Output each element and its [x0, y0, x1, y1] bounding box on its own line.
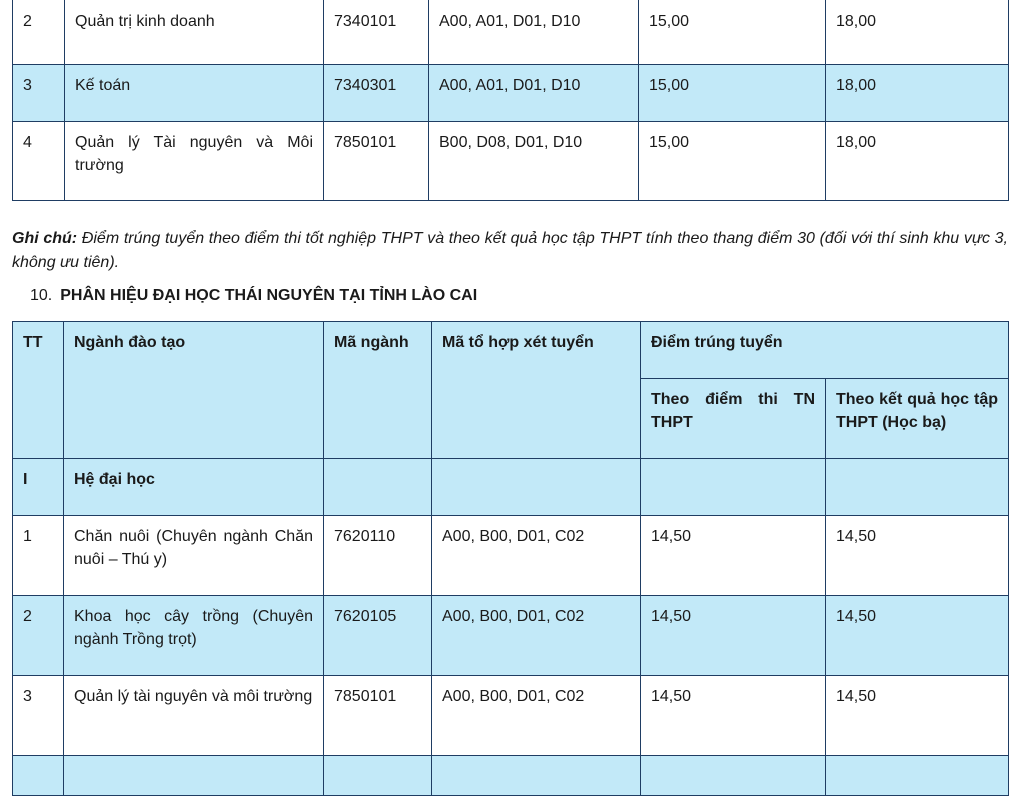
- score-transcript: 18,00: [826, 122, 1009, 201]
- subject-combination: B00, D08, D01, D10: [429, 122, 639, 201]
- score-exam: 15,00: [639, 122, 826, 201]
- row-number: 2: [13, 0, 65, 65]
- major-name: Khoa học cây trồng (Chuyên ngành Trồng trọt): [64, 596, 324, 676]
- subject-combination: A00, A01, D01, D10: [429, 0, 639, 65]
- empty-cell: [64, 756, 324, 796]
- section-number: 10.: [30, 287, 53, 304]
- subject-combination: A00, B00, D01, C02: [432, 516, 641, 596]
- major-name: Kế toán: [65, 65, 324, 122]
- major-code: 7620105: [324, 596, 432, 676]
- score-transcript: 18,00: [826, 65, 1009, 122]
- header-tt: TT: [13, 322, 64, 459]
- score-transcript: 14,50: [826, 596, 1009, 676]
- row-number: 2: [13, 596, 64, 676]
- table-row: [13, 516, 1009, 596]
- admission-table-previous: [12, 0, 1009, 201]
- header-code: Mã ngành: [324, 322, 432, 459]
- empty-cell: [826, 756, 1009, 796]
- table-row: [13, 596, 1009, 676]
- header-score: Điểm trúng tuyển: [641, 322, 1009, 379]
- footnote-text: Điểm trúng tuyển theo điểm thi tốt nghiệp THPT và theo kết quả học tập THPT tính theo thang điểm 30 (đối với thí sinh khu vực 3, không ưu tiên).: [12, 230, 1008, 271]
- table-row: [13, 676, 1009, 756]
- group-number: I: [13, 459, 64, 516]
- subject-combination: A00, B00, D01, C02: [432, 596, 641, 676]
- major-code: 7850101: [324, 676, 432, 756]
- group-row: [13, 459, 1009, 516]
- empty-cell: [432, 756, 641, 796]
- major-name: Chăn nuôi (Chuyên ngành Chăn nuôi – Thú y): [64, 516, 324, 596]
- row-number: 3: [13, 65, 65, 122]
- score-transcript: 14,50: [826, 516, 1009, 596]
- score-transcript: 14,50: [826, 676, 1009, 756]
- subject-combination: A00, B00, D01, C02: [432, 676, 641, 756]
- header-score-exam: Theo điểm thi TN THPT: [641, 379, 826, 459]
- table-row-partial: [13, 756, 1009, 796]
- empty-cell: [432, 459, 641, 516]
- major-name: Quản lý tài nguyên và môi trường: [64, 676, 324, 756]
- footnote: [12, 227, 1008, 275]
- header-major: Ngành đào tạo: [64, 322, 324, 459]
- header-row: [13, 322, 1009, 379]
- empty-cell: [324, 756, 432, 796]
- row-number: 1: [13, 516, 64, 596]
- major-name: Quản trị kinh doanh: [65, 0, 324, 65]
- empty-cell: [641, 459, 826, 516]
- score-exam: 14,50: [641, 516, 826, 596]
- score-exam: 14,50: [641, 676, 826, 756]
- major-code: 7620110: [324, 516, 432, 596]
- score-exam: 14,50: [641, 596, 826, 676]
- row-number: 4: [13, 122, 65, 201]
- major-name: Quản lý Tài nguyên và Môi trường: [65, 122, 324, 201]
- major-code: 7340301: [324, 65, 429, 122]
- table-row: [13, 122, 1009, 201]
- row-number: 3: [13, 676, 64, 756]
- section-title: PHÂN HIỆU ĐẠI HỌC THÁI NGUYÊN TẠI TỈNH LÀO CAI: [60, 287, 478, 304]
- footnote-label: Ghi chú:: [12, 230, 78, 247]
- major-code: 7850101: [324, 122, 429, 201]
- empty-cell: [641, 756, 826, 796]
- section-heading: [30, 285, 477, 307]
- subject-combination: A00, A01, D01, D10: [429, 65, 639, 122]
- major-code: 7340101: [324, 0, 429, 65]
- admission-table-lao-cai: [12, 321, 1009, 796]
- empty-cell: [324, 459, 432, 516]
- header-combination: Mã tổ hợp xét tuyển: [432, 322, 641, 459]
- empty-cell: [826, 459, 1009, 516]
- table-row: [13, 65, 1009, 122]
- score-exam: 15,00: [639, 0, 826, 65]
- score-exam: 15,00: [639, 65, 826, 122]
- score-transcript: 18,00: [826, 0, 1009, 65]
- group-label: Hệ đại học: [64, 459, 324, 516]
- table-row: [13, 0, 1009, 65]
- header-score-transcript: Theo kết quả học tập THPT (Học bạ): [826, 379, 1009, 459]
- empty-cell: [13, 756, 64, 796]
